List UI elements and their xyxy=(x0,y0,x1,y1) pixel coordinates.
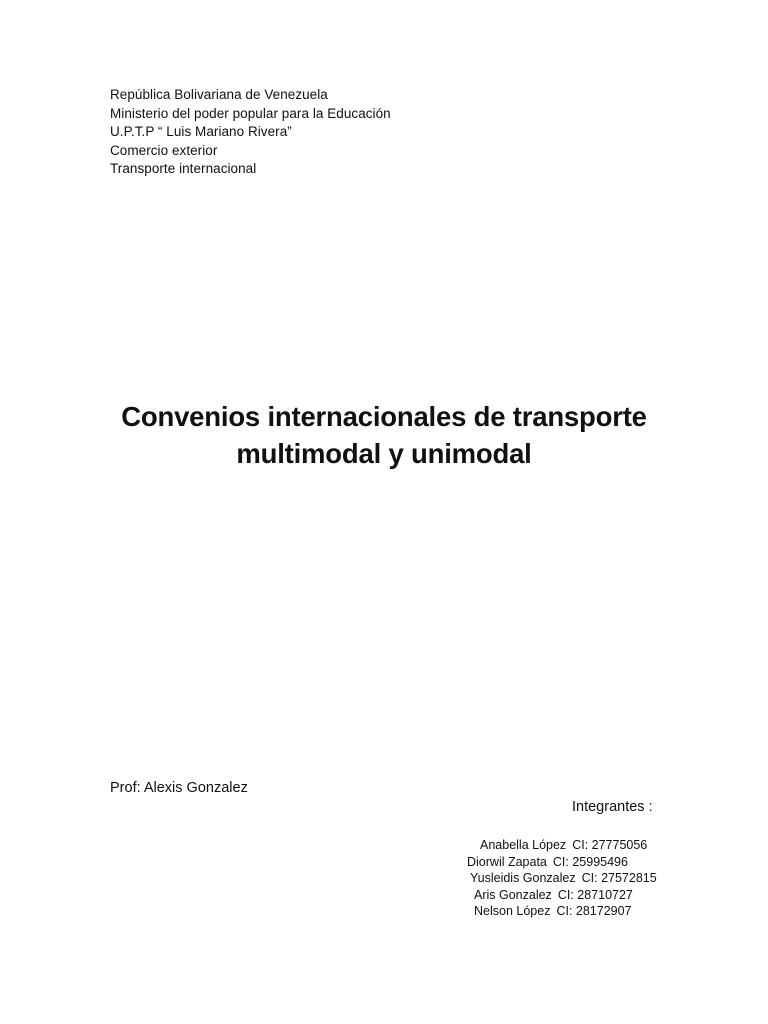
header-line-course: Transporte internacional xyxy=(110,161,257,176)
member-name: Yusleidis Gonzalez xyxy=(470,871,576,885)
institution-header xyxy=(110,86,391,179)
member-row xyxy=(467,854,628,871)
document-title xyxy=(0,398,768,472)
member-id: CI: 28710727 xyxy=(557,888,633,902)
member-id: CI: 27572815 xyxy=(581,871,657,885)
header-line-ministry: Ministerio del poder popular para la Educación xyxy=(110,105,391,121)
member-name: Anabella López xyxy=(480,838,567,852)
member-row xyxy=(474,887,633,904)
member-id: CI: 27775056 xyxy=(572,838,648,852)
title-line-2: multimodal y unimodal xyxy=(236,438,532,469)
header-line-country: República Bolivariana de Venezuela xyxy=(110,87,328,102)
member-row xyxy=(474,903,632,920)
members-heading: Integrantes : xyxy=(572,799,653,815)
professor-label: Prof: Alexis Gonzalez xyxy=(110,780,248,796)
member-row xyxy=(470,870,657,887)
member-id: CI: 25995496 xyxy=(552,855,628,869)
member-name: Aris Gonzalez xyxy=(474,888,552,902)
member-name: Diorwil Zapata xyxy=(467,855,547,869)
header-line-program: Comercio exterior xyxy=(110,142,218,158)
member-name: Nelson López xyxy=(474,904,551,918)
member-id: CI: 28172907 xyxy=(556,904,632,918)
title-line-1: Convenios internacionales de transporte xyxy=(121,401,647,432)
header-line-university: U.P.T.P “ Luis Mariano Rivera” xyxy=(110,124,292,139)
member-row xyxy=(480,837,647,854)
